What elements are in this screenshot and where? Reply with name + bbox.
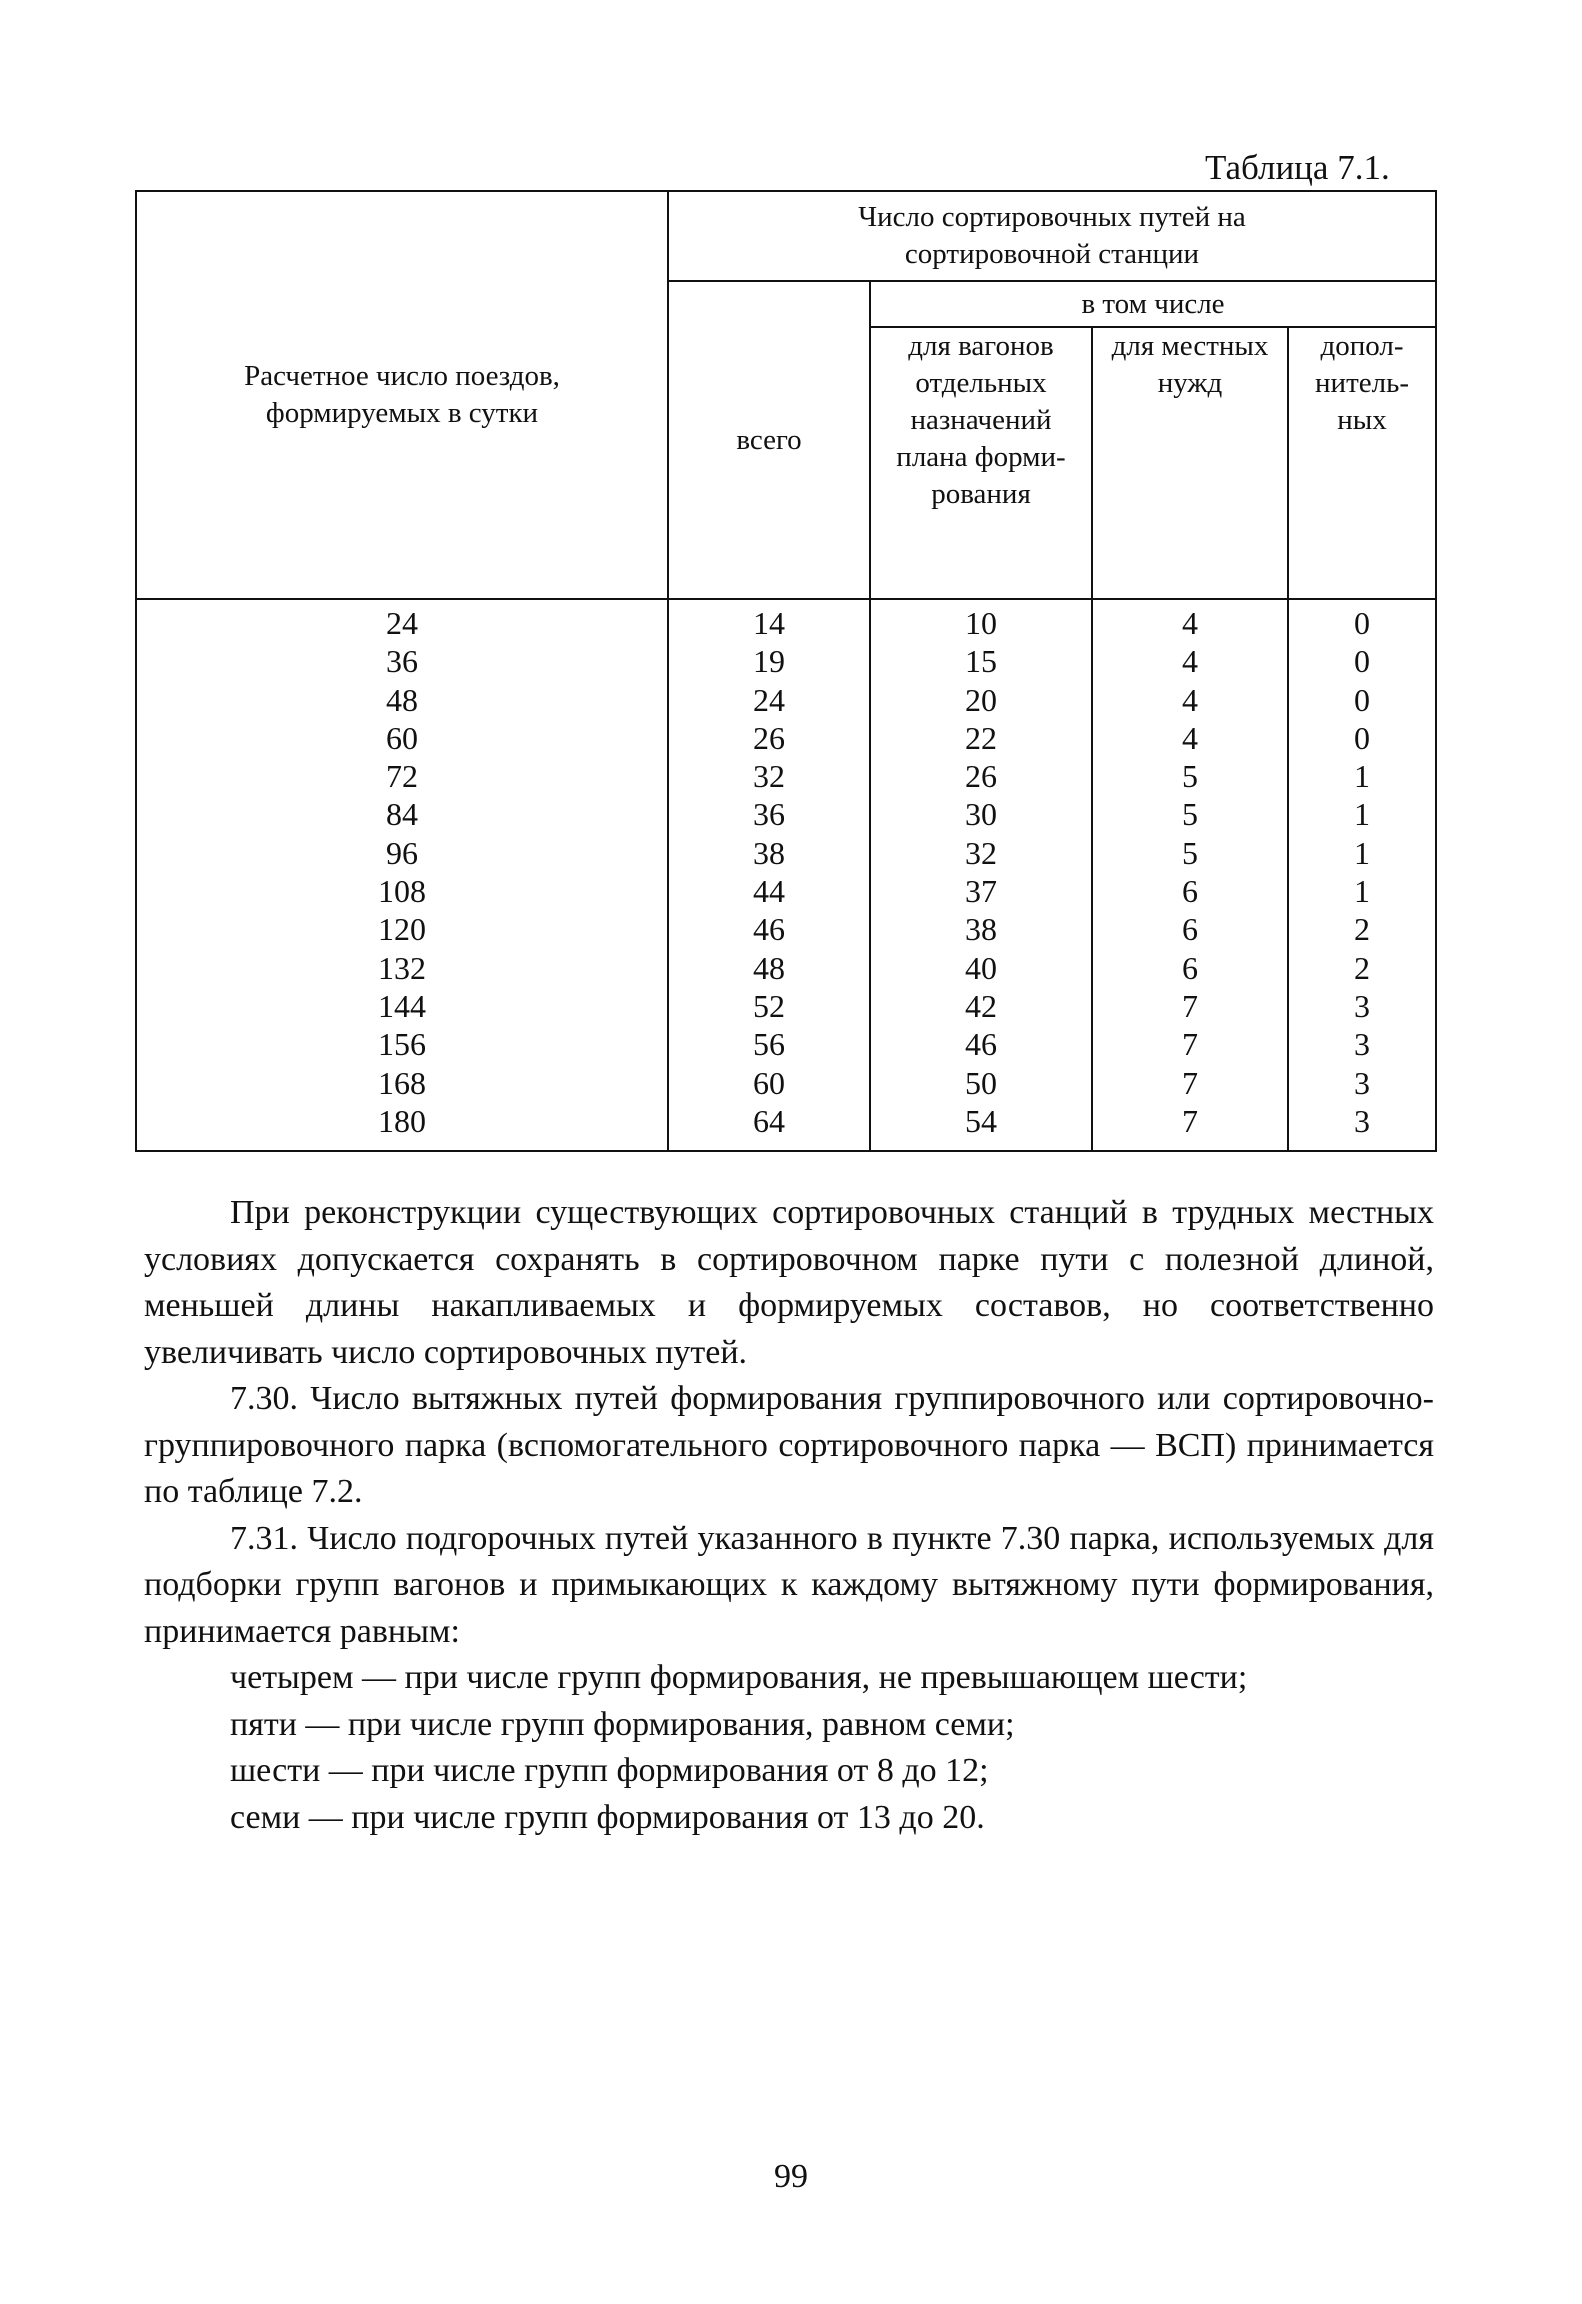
table-cell: 2 <box>1288 949 1436 987</box>
table-cell: 0 <box>1288 599 1436 642</box>
table-cell: 7 <box>1092 1064 1288 1102</box>
header-additional: допол- нитель- ных <box>1288 327 1436 599</box>
table-cell: 32 <box>668 757 870 795</box>
table-cell: 0 <box>1288 681 1436 719</box>
table-row <box>136 757 1436 795</box>
table-cell: 5 <box>1092 757 1288 795</box>
table-cell: 56 <box>668 1025 870 1063</box>
list-item: четырем — при числе групп формирования, не превышающем шести; <box>230 1659 1248 1696</box>
table-row <box>136 1025 1436 1063</box>
table-cell: 48 <box>136 681 668 719</box>
table-cell: 44 <box>668 872 870 910</box>
list-item: семи — при числе групп формирования от 13 до 20. <box>230 1798 985 1836</box>
table-cell: 0 <box>1288 719 1436 757</box>
table-cell: 32 <box>870 834 1092 872</box>
table-cell: 38 <box>668 834 870 872</box>
table-cell: 46 <box>668 910 870 948</box>
body-text <box>144 1190 1434 1841</box>
table-cell: 84 <box>136 795 668 833</box>
table-cell: 46 <box>870 1025 1092 1063</box>
table-cell: 3 <box>1288 987 1436 1025</box>
header-total: всего <box>668 281 870 599</box>
header-including: в том числе <box>870 281 1436 327</box>
table-cell: 3 <box>1288 1102 1436 1151</box>
table-cell: 48 <box>668 949 870 987</box>
table-cell: 4 <box>1092 642 1288 680</box>
table-cell: 36 <box>136 642 668 680</box>
table-body <box>136 599 1436 1151</box>
table-cell: 5 <box>1092 795 1288 833</box>
table-cell: 72 <box>136 757 668 795</box>
table-cell: 96 <box>136 834 668 872</box>
table-cell: 24 <box>136 599 668 642</box>
table-cell: 30 <box>870 795 1092 833</box>
table-cell: 1 <box>1288 872 1436 910</box>
table-caption: Таблица 7.1. <box>1205 148 1390 187</box>
table-cell: 26 <box>870 757 1092 795</box>
table-cell: 3 <box>1288 1064 1436 1102</box>
table-cell: 1 <box>1288 757 1436 795</box>
table-cell: 38 <box>870 910 1092 948</box>
table-cell: 6 <box>1092 910 1288 948</box>
table-cell: 7 <box>1092 987 1288 1025</box>
table-cell: 0 <box>1288 642 1436 680</box>
table-cell: 3 <box>1288 1025 1436 1063</box>
table-cell: 132 <box>136 949 668 987</box>
table-row <box>136 910 1436 948</box>
table-cell: 54 <box>870 1102 1092 1151</box>
table-cell: 20 <box>870 681 1092 719</box>
table-cell: 24 <box>668 681 870 719</box>
table-cell: 5 <box>1092 834 1288 872</box>
table-cell: 64 <box>668 1102 870 1151</box>
header-sorting-tracks-group: Число сортировочных путей на сортировочной станции <box>668 191 1436 281</box>
table-cell: 52 <box>668 987 870 1025</box>
table-cell: 42 <box>870 987 1092 1025</box>
table-row <box>136 834 1436 872</box>
table-cell: 14 <box>668 599 870 642</box>
list-item: пяти — при числе групп формирования, равном семи; <box>230 1705 1015 1743</box>
table-cell: 6 <box>1092 872 1288 910</box>
table-cell: 4 <box>1092 681 1288 719</box>
table-cell: 19 <box>668 642 870 680</box>
table-cell: 108 <box>136 872 668 910</box>
table-row <box>136 1064 1436 1102</box>
table-cell: 37 <box>870 872 1092 910</box>
table-cell: 7 <box>1092 1102 1288 1151</box>
table-cell: 180 <box>136 1102 668 1151</box>
table-cell: 40 <box>870 949 1092 987</box>
table-row <box>136 642 1436 680</box>
paragraph-reconstruction: При реконструкции существующих сортировочных станций в трудных местных условиях допускается сохранять в сортировочном парке пути с полезной длиной, меньшей длины накапливаемых и формируемых составов, но соответственно увеличивать число сортировочных путей. <box>144 1194 1434 1371</box>
header-trains-per-day: Расчетное число поездов, формируемых в сутки <box>136 191 668 599</box>
table-row <box>136 872 1436 910</box>
table-cell: 36 <box>668 795 870 833</box>
table-cell: 10 <box>870 599 1092 642</box>
table-cell: 4 <box>1092 719 1288 757</box>
table-cell: 120 <box>136 910 668 948</box>
table-cell: 156 <box>136 1025 668 1063</box>
paragraph-7-30: 7.30. Число вытяжных путей формирования группировочного или сортировочно-группировочного парка (вспомогательного сортировочного парка — ВСП) принимается по таблице 7.2. <box>144 1380 1434 1510</box>
table-row <box>136 987 1436 1025</box>
table-cell: 168 <box>136 1064 668 1102</box>
table-cell: 22 <box>870 719 1092 757</box>
table-cell: 6 <box>1092 949 1288 987</box>
page-number: 99 <box>774 2158 808 2195</box>
tracks-table <box>135 190 1437 1152</box>
header-local-needs: для местных нужд <box>1092 327 1288 599</box>
paragraph-7-31: 7.31. Число подгорочных путей указанного в пункте 7.30 парка, используемых для подборки групп вагонов и примыкающих к каждому вытяжному пути формирования, принимается равным: <box>144 1519 1434 1650</box>
table-cell: 15 <box>870 642 1092 680</box>
table-row <box>136 599 1436 642</box>
table-row <box>136 795 1436 833</box>
table-cell: 60 <box>668 1064 870 1102</box>
table-cell: 50 <box>870 1064 1092 1102</box>
table-cell: 26 <box>668 719 870 757</box>
table-cell: 2 <box>1288 910 1436 948</box>
table-cell: 60 <box>136 719 668 757</box>
table-cell: 4 <box>1092 599 1288 642</box>
table-cell: 7 <box>1092 1025 1288 1063</box>
list-item: шести — при числе групп формирования от 8 до 12; <box>230 1752 989 1789</box>
table-row <box>136 681 1436 719</box>
table-cell: 1 <box>1288 795 1436 833</box>
table-cell: 144 <box>136 987 668 1025</box>
table-row <box>136 1102 1436 1151</box>
table-row <box>136 949 1436 987</box>
table-cell: 1 <box>1288 834 1436 872</box>
header-wagons-destinations: для вагонов отдельных назначений плана форми- рования <box>870 327 1092 599</box>
table-row <box>136 719 1436 757</box>
